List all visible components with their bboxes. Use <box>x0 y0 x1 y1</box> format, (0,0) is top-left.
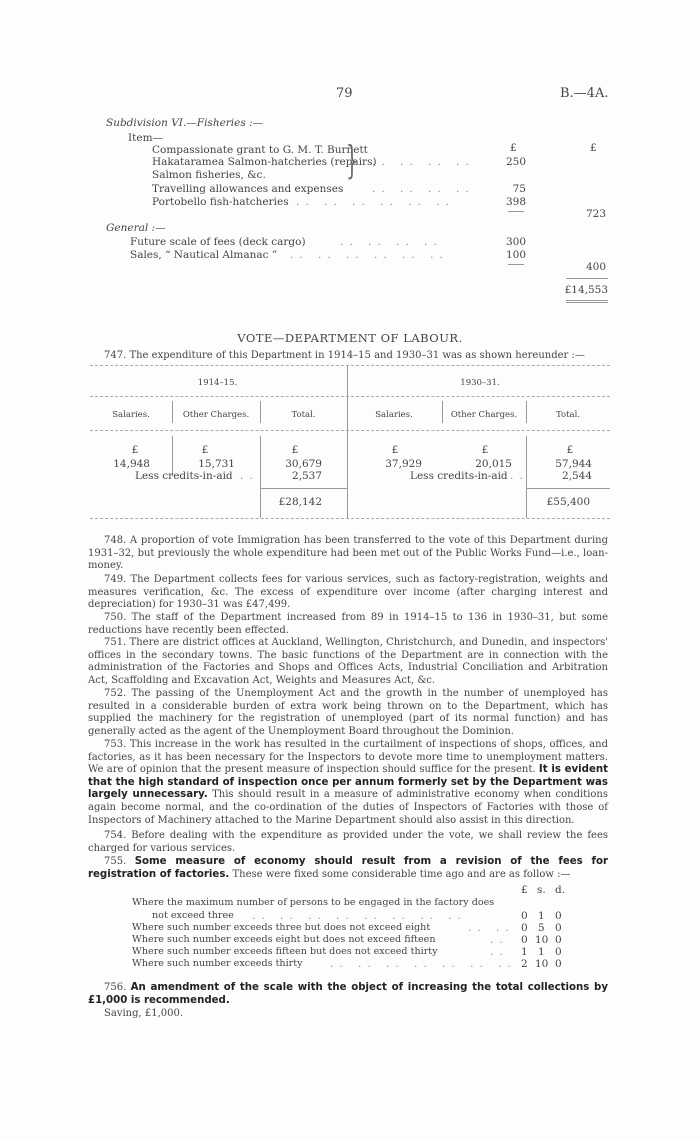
divider <box>508 211 524 212</box>
divider <box>260 488 347 489</box>
fee-value: 1 <box>538 946 545 958</box>
leader-dots: .. .. .. .. .. .. .. .. <box>252 910 467 922</box>
saving-line: Saving, £1,000. <box>104 1008 184 1019</box>
column-header: Other Charges. <box>182 410 250 420</box>
table-net-total: £28,142 <box>278 496 322 508</box>
general-heading: General :— <box>106 222 166 234</box>
currency-symbol: £ <box>391 444 399 456</box>
page-number: 79 <box>336 86 353 101</box>
fisheries-value: 250 <box>505 156 526 168</box>
table-cell: 15,731 <box>198 458 235 470</box>
document-reference: B.—4A. <box>560 86 609 101</box>
general-line: Future scale of fees (deck cargo) <box>130 236 306 248</box>
fee-value: 10 <box>535 958 549 970</box>
paragraph-749: 749. The Department collects fees for various services, such as factory-registration, weights and measures verification, &c. The excess of expenditure over income (after charging interest and depreciation) for 1930–31 was £47,499. <box>88 574 608 611</box>
currency-symbol: £ <box>131 444 139 456</box>
general-subtotal: 400 <box>585 261 606 273</box>
fisheries-value: 75 <box>512 183 526 195</box>
fee-value: 0 <box>555 958 562 970</box>
fisheries-line: Salmon fisheries, &c. <box>152 169 266 181</box>
column-header: Salaries. <box>375 410 413 420</box>
table-border <box>90 430 610 431</box>
fee-value: 1 <box>521 946 528 958</box>
fee-value: 0 <box>521 922 528 934</box>
fee-row-label: Where such number exceeds thirty <box>132 958 303 969</box>
fee-row-label: Where such number exceeds fifteen but does not exceed thirty <box>132 946 438 957</box>
fee-column-header: d. <box>555 884 566 896</box>
table-cell: 57,944 <box>555 458 592 470</box>
column-header: Salaries. <box>112 410 150 420</box>
leader-dots: .. .. <box>468 922 515 934</box>
less-credits-label: Less credits-in-aid <box>135 470 233 482</box>
fee-value: 0 <box>555 910 562 922</box>
leader-dots: .. <box>490 934 509 946</box>
currency-symbol: £ <box>481 444 489 456</box>
fisheries-line: Travelling allowances and expenses <box>152 183 344 195</box>
divider <box>566 278 608 279</box>
table-cell: 37,929 <box>385 458 422 470</box>
table-divider <box>260 436 261 488</box>
fisheries-line: Hakataramea Salmon-hatcheries (repairs) <box>152 156 377 168</box>
table-border <box>90 365 610 366</box>
paragraph-756-emphasis: An amendment of the scale with the object of increasing the total collections by £1,000 is recommended. <box>88 982 608 1006</box>
leader-dots: .. .. .. .. <box>340 236 443 248</box>
table-cell: 30,679 <box>285 458 322 470</box>
currency-symbol: £ <box>590 142 597 154</box>
general-line: Sales, “ Nautical Almanac ” <box>130 249 278 261</box>
table-border <box>90 518 610 519</box>
divider <box>508 264 524 265</box>
paragraph-755 <box>88 856 608 881</box>
leader-dots: .. .. .. .. .. .. <box>290 249 449 261</box>
paragraph-747: 747. The expenditure of this Department in 1914–15 and 1930–31 was as shown hereunder :— <box>104 350 585 361</box>
column-header: Total. <box>291 410 316 420</box>
fee-row-label: Where the maximum number of persons to be engaged in the factory does <box>132 897 495 908</box>
fee-value: 0 <box>521 934 528 946</box>
paragraph-756 <box>88 982 608 1007</box>
leader-dots: .. <box>510 470 529 482</box>
section-title: VOTE—DEPARTMENT OF LABOUR. <box>237 331 463 345</box>
paragraph-756-number: 756. <box>104 982 127 993</box>
fee-row-label: Where such number exceeds eight but does not exceed fifteen <box>132 934 436 945</box>
fee-value: 0 <box>555 946 562 958</box>
fisheries-subtotal: 723 <box>585 208 606 220</box>
fisheries-value: 398 <box>505 196 526 208</box>
fisheries-line: Portobello fish-hatcheries <box>152 196 289 208</box>
table-divider <box>260 488 261 518</box>
paragraph-753-text: 753. This increase in the work has resulted in the curtailment of inspections of shops, offices, and factories, as it has been necessary for the Inspectors to devote more time to unemployment matters. We are of opinion that the present measure of inspection should suffice for the present. <box>88 739 608 776</box>
paragraph-755-number: 755. <box>104 856 127 867</box>
currency-symbol: £ <box>566 444 574 456</box>
fee-row-label: Where such number exceeds three but does not exceed eight <box>132 922 431 933</box>
leader-dots: .. <box>240 470 259 482</box>
table-cell: 14,948 <box>113 458 150 470</box>
divider <box>526 488 610 489</box>
table-border <box>90 396 610 397</box>
paragraph-748: 748. A proportion of vote Immigration has been transferred to the vote of this Department during 1931–32, but previously the whole expenditure had been met out of the Public Works Fund—i.e., loan-money. <box>88 535 608 572</box>
table-divider <box>526 488 527 518</box>
fee-value: 0 <box>555 922 562 934</box>
paragraph-754: 754. Before dealing with the expenditure as provided under the vote, we shall review the fees charged for various services. <box>88 830 608 854</box>
fee-value: 0 <box>521 910 528 922</box>
general-value: 100 <box>505 249 526 261</box>
fisheries-heading: Subdivision VI.—Fisheries :— <box>106 117 264 129</box>
currency-symbol: £ <box>510 142 517 154</box>
column-header: Total. <box>555 410 581 420</box>
fee-value: 10 <box>535 934 549 946</box>
leader-dots: .. .. .. .. <box>372 183 475 195</box>
general-value: 300 <box>505 236 526 248</box>
paragraph-755-emphasis: Some measure of economy should result from a revision of the fees for registration of factories. <box>88 856 608 880</box>
fee-row-label: not exceed three <box>152 910 234 921</box>
fee-value: 2 <box>521 958 528 970</box>
grand-total: £14,553 <box>564 284 608 296</box>
paragraph-750: 750. The staff of the Department increased from 89 in 1914–15 to 136 in 1930–31, but some reductions have recently been effected. <box>88 612 608 636</box>
paragraph-753-emphasis: It is evident that the high standard of inspection once per annum formerly set by the Department was largely unnecessary. <box>88 764 608 801</box>
divider <box>566 302 608 303</box>
table-cell: 2,544 <box>561 470 592 482</box>
table-cell: 20,015 <box>475 458 512 470</box>
fisheries-line: Compassionate grant to G. M. T. Burnett <box>152 144 368 156</box>
currency-symbol: £ <box>291 444 299 456</box>
table-divider <box>347 366 348 518</box>
table-divider <box>526 436 527 488</box>
column-header: Other Charges. <box>450 410 518 420</box>
period-header: 1930–31. <box>460 378 500 388</box>
fee-value: 1 <box>538 910 545 922</box>
fee-value: 0 <box>555 934 562 946</box>
brace-icon: } <box>346 138 359 182</box>
less-credits-label: Less credits-in-aid <box>410 470 508 482</box>
table-cell: 2,537 <box>291 470 322 482</box>
paragraph-753-text: This should result in a measure of administrative economy when conditions again become normal, and the co-ordination of the duties of Inspectors of Factories with those of Inspectors of Machinery attached to the Marine Department should also assist in this direction. <box>88 789 608 826</box>
fee-column-header: s. <box>537 884 546 896</box>
leader-dots: .. .. .. .. .. .. .. <box>268 196 455 208</box>
period-header: 1914–15. <box>197 378 238 388</box>
leader-dots: .. <box>490 946 509 958</box>
item-label: Item— <box>128 132 164 144</box>
paragraph-752: 752. The passing of the Unemployment Act and the growth in the number of unemployed has resulted in a considerable burden of extra work being thrown on to the Department, which has supplied the machinery for the registration of unemployed (part of its normal function) and has generally acted as the agent of the Unemployment Board throughout the Dominion. <box>88 688 608 737</box>
leader-dots: .. .. .. .. <box>372 156 475 168</box>
table-net-total: £55,400 <box>546 496 590 508</box>
fee-column-header: £ <box>521 884 528 896</box>
currency-symbol: £ <box>201 444 209 456</box>
fee-value: 5 <box>538 922 545 934</box>
paragraph-755-text: These were fixed some considerable time ago and are as follow :— <box>232 868 571 880</box>
divider <box>566 300 608 301</box>
paragraph-751: 751. There are district offices at Auckland, Wellington, Christchurch, and Dunedin, and inspectors' offices in the secondary towns. The basic functions of the Department are in connection with the administration of the Factories and Shops and Offices Acts, Industrial Conciliation and Arbitration Act, Scaffolding and Excavation Act, Weights and Measures Act, &c. <box>88 637 608 686</box>
leader-dots: .. .. .. .. .. .. .. <box>330 958 517 970</box>
paragraph-753 <box>88 739 608 827</box>
